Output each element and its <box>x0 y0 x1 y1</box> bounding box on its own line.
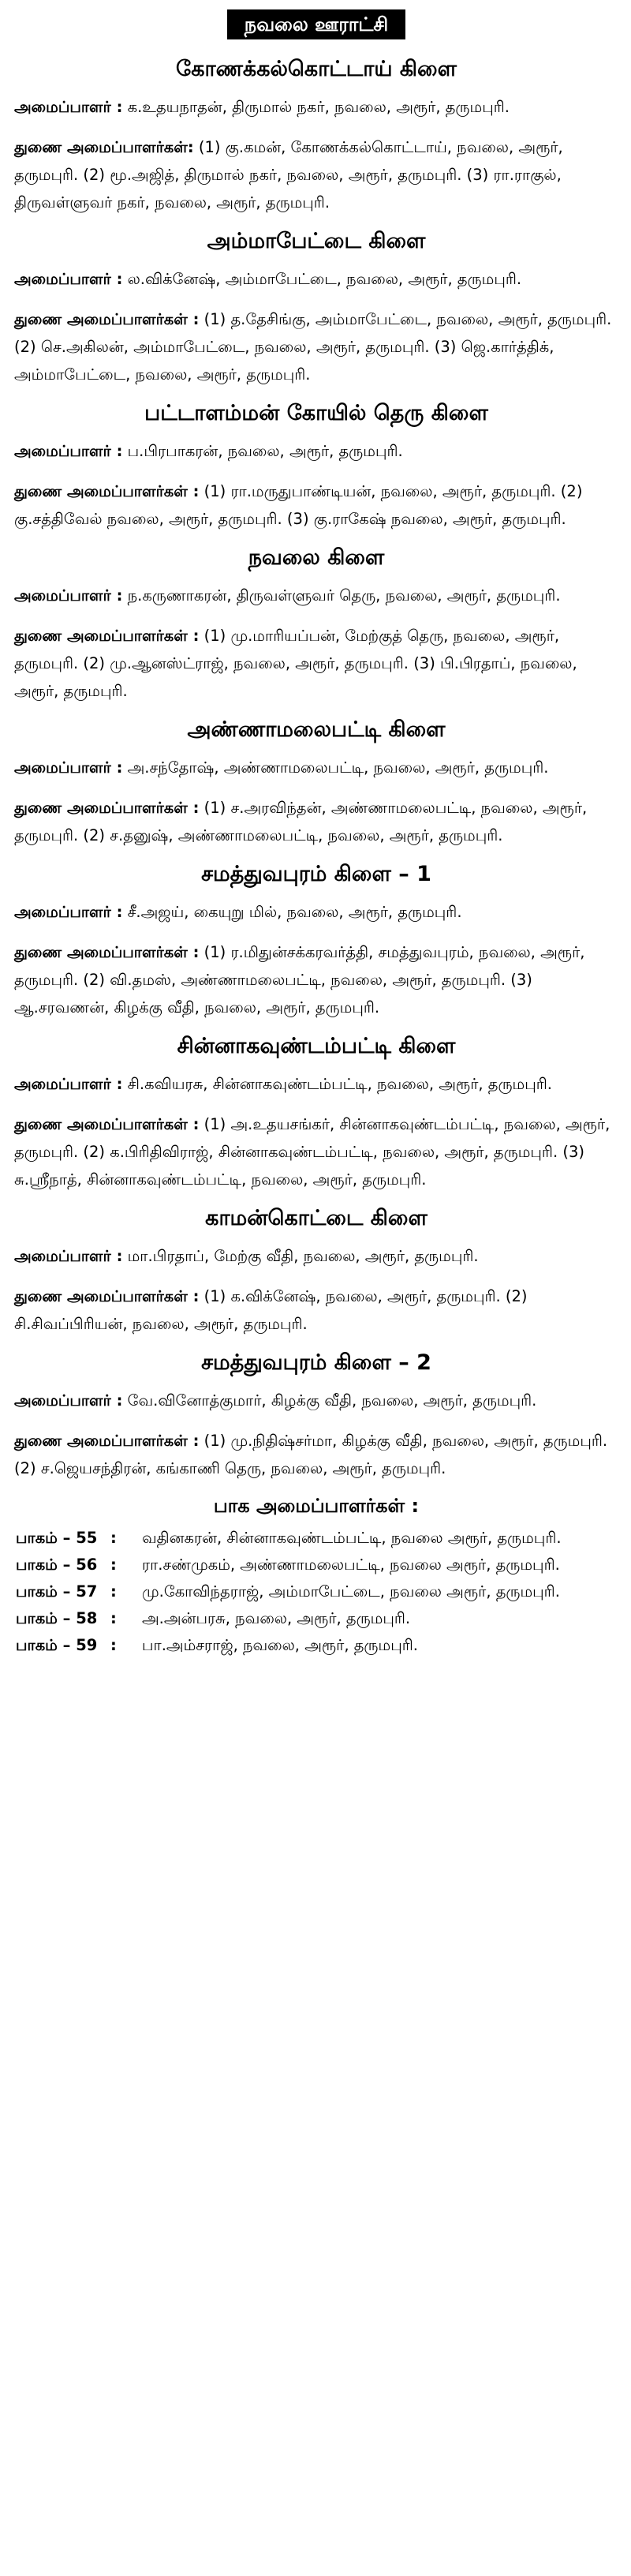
section-label: பாகம் – 56 <box>16 1556 98 1574</box>
organizer-paragraph <box>14 1387 618 1414</box>
section-value: அ.அன்பரசு, நவலை, அரூர், தருமபுரி. <box>142 1609 411 1627</box>
branch-block <box>14 857 618 1021</box>
section-value: ரா.சண்முகம், அண்ணாமலைபட்டி, நவலை அரூர், தருமபுரி. <box>142 1556 560 1574</box>
organizer-text: சீ.அஜய், கையுறு மில், நவலை, அரூர், தருமபுரி. <box>127 903 462 921</box>
colon: : <box>110 1609 117 1627</box>
organizer-text: சி.கவியரசு, சின்னாகவுண்டம்பட்டி, நவலை, அரூர், தருமபுரி. <box>127 1075 552 1093</box>
branch-title: சமத்துவபுரம் கிளை – 1 <box>201 862 431 886</box>
organizer-text: அ.சந்தோஷ், அண்ணாமலைபட்டி, நவலை, அரூர், தருமபுரி. <box>127 758 549 777</box>
branch-block <box>14 396 618 533</box>
deputy-paragraph <box>14 1282 618 1338</box>
section-value: பா.அம்சராஜ், நவலை, அரூர், தருமபுரி. <box>142 1636 418 1654</box>
branch-block <box>14 224 618 388</box>
panchayat-title: நவலை ஊராட்சி <box>227 9 405 39</box>
deputy-label: துணை அமைப்பாளர்கள் : <box>14 1287 200 1305</box>
organizer-text: ப.பிரபாகரன், நவலை, அரூர், தருமபுரி. <box>127 442 403 460</box>
organizer-label: அமைப்பாளர் : <box>14 1247 123 1265</box>
section-row <box>14 1605 618 1632</box>
deputy-paragraph <box>14 622 618 705</box>
organizer-paragraph <box>14 582 618 609</box>
section-row <box>14 1632 618 1659</box>
organizer-label: அமைப்பாளர் : <box>14 586 123 605</box>
branch-title: பட்டாளம்மன் கோயில் தெரு கிளை <box>144 401 488 425</box>
section-value: மு.கோவிந்தராஜ், அம்மாபேட்டை, நவலை அரூர், தருமபுரி. <box>142 1582 560 1601</box>
organizer-paragraph <box>14 93 618 121</box>
deputy-paragraph <box>14 794 618 849</box>
organizer-label: அமைப்பாளர் : <box>14 758 123 777</box>
organizer-paragraph <box>14 898 618 926</box>
branch-list <box>14 52 618 1482</box>
deputy-label: துணை அமைப்பாளர்கள் : <box>14 482 200 500</box>
section-organizer-list <box>14 1525 618 1659</box>
organizer-text: க.உதயநாதன், திருமால் நகர், நவலை, அரூர், தருமபுரி. <box>127 98 510 116</box>
section-value: வதினகரன், சின்னாகவுண்டம்பட்டி, நவலை அரூர், தருமபுரி. <box>142 1529 562 1547</box>
organizer-label: அமைப்பாளர் : <box>14 98 123 116</box>
organizer-text: வே.வினோத்குமார், கிழக்கு வீதி, நவலை, அரூர், தருமபுரி. <box>127 1391 537 1410</box>
branch-title: சமத்துவபுரம் கிளை – 2 <box>201 1350 431 1375</box>
deputy-text: (1) ரா.மருதுபாண்டியன், நவலை, அரூர், தருமபுரி. (2) கு.சத்திவேல் நவலை, அரூர், தருமபுரி. (3) கு.ராகேஷ் நவலை, அரூர், தருமபுரி. <box>14 482 583 528</box>
deputy-text: (1) ர.மிதுன்சக்கரவர்த்தி, சமத்துவபுரம், நவலை, அரூர், தருமபுரி. (2) வி.தமஸ், அண்ணாமலைபட்டி, நவலை, அரூர், தருமபுரி. (3) ஆ.சரவணன், கிழக்கு வீதி, நவலை, அரூர், தருமபுரி. <box>14 943 585 1017</box>
deputy-label: துணை அமைப்பாளர்கள்: <box>14 138 194 156</box>
section-organizers-title: பாக அமைப்பாளர்கள் : <box>213 1495 420 1517</box>
branch-block <box>14 52 618 216</box>
deputy-paragraph <box>14 1110 618 1193</box>
organizer-label: அமைப்பாளர் : <box>14 442 123 460</box>
colon: : <box>110 1529 117 1547</box>
branch-title: அண்ணாமலைபட்டி கிளை <box>187 717 446 742</box>
organizer-paragraph <box>14 1242 618 1270</box>
branch-title: நவலை கிளை <box>248 545 385 570</box>
section-label: பாகம் – 59 <box>16 1636 98 1654</box>
branch-block <box>14 1346 618 1482</box>
deputy-paragraph <box>14 1427 618 1482</box>
branch-title: கோணக்கல்கொட்டாய் கிளை <box>176 57 457 81</box>
branch-title: காமன்கொட்டை கிளை <box>205 1206 428 1230</box>
organizer-paragraph <box>14 754 618 781</box>
section-row <box>14 1552 618 1578</box>
deputy-label: துணை அமைப்பாளர்கள் : <box>14 943 200 961</box>
organizer-paragraph <box>14 437 618 465</box>
section-label: பாகம் – 58 <box>16 1609 98 1627</box>
branch-block <box>14 541 618 705</box>
deputy-label: துணை அமைப்பாளர்கள் : <box>14 627 200 645</box>
section-row <box>14 1578 618 1605</box>
deputy-paragraph <box>14 477 618 533</box>
organizer-label: அமைப்பாளர் : <box>14 1075 123 1093</box>
organizer-paragraph <box>14 1070 618 1098</box>
section-label: பாகம் – 57 <box>16 1582 98 1601</box>
deputy-text: (1) த.தேசிங்கு, அம்மாபேட்டை, நவலை, அரூர், தருமபுரி. (2) செ.அகிலன், அம்மாபேட்டை, நவலை, அரூர், தருமபுரி. (3) ஜெ.கார்த்திக், அம்மாபேட்டை, நவலை, அரூர், தருமபுரி. <box>14 310 612 384</box>
deputy-text: (1) க.விக்னேஷ், நவலை, அரூர், தருமபுரி. (2) சி.சிவப்பிரியன், நவலை, அரூர், தருமபுரி. <box>14 1287 528 1333</box>
section-row <box>14 1525 618 1552</box>
header-wrap <box>14 9 618 44</box>
branch-block <box>14 1029 618 1193</box>
deputy-label: துணை அமைப்பாளர்கள் : <box>14 1432 200 1450</box>
deputy-text: (1) ச.அரவிந்தன், அண்ணாமலைபட்டி, நவலை, அரூர், தருமபுரி. (2) ச.தனுஷ், அண்ணாமலைபட்டி, நவலை, அரூர், தருமபுரி. <box>14 799 588 844</box>
deputy-label: துணை அமைப்பாளர்கள் : <box>14 1115 200 1133</box>
colon: : <box>110 1636 117 1654</box>
deputy-paragraph <box>14 305 618 388</box>
branch-block <box>14 1201 618 1338</box>
deputy-text: (1) அ.உதயசங்கர், சின்னாகவுண்டம்பட்டி, நவலை, அரூர், தருமபுரி. (2) க.பிரிதிவிராஜ், சின்னாகவுண்டம்பட்டி, நவலை, அரூர், தருமபுரி. (3) சு.ஸ்ரீநாத், சின்னாகவுண்டம்பட்டி, நவலை, அரூர், தருமபுரி. <box>14 1115 610 1189</box>
colon: : <box>110 1582 117 1601</box>
branch-title: சின்னாகவுண்டம்பட்டி கிளை <box>177 1034 456 1058</box>
organizer-text: மா.பிரதாப், மேற்கு வீதி, நவலை, அரூர், தருமபுரி. <box>127 1247 479 1265</box>
section-label: பாகம் – 55 <box>16 1529 98 1547</box>
organizer-text: ல.விக்னேஷ், அம்மாபேட்டை, நவலை, அரூர், தருமபுரி. <box>127 270 522 288</box>
deputy-paragraph <box>14 133 618 216</box>
organizer-text: ந.கருணாகரன், திருவள்ளுவர் தெரு, நவலை, அரூர், தருமபுரி. <box>127 586 561 605</box>
deputy-text: (1) மு.நிதிஷ்சர்மா, கிழக்கு வீதி, நவலை, அரூர், தருமபுரி. (2) ச.ஜெயசந்திரன், கங்காணி தெரு, நவலை, அரூர், தருமபுரி. <box>14 1432 608 1477</box>
organizer-paragraph <box>14 265 618 293</box>
deputy-text: (1) கு.கமன், கோணக்கல்கொட்டாய், நவலை, அரூர், தருமபுரி. (2) மூ.அஜித், திருமால் நகர், நவலை, அரூர், தருமபுரி. (3) ரா.ராகுல், திருவள்ளுவர் நகர், நவலை, அரூர், தருமபுரி. <box>14 138 563 212</box>
deputy-label: துணை அமைப்பாளர்கள் : <box>14 310 200 328</box>
branch-block <box>14 713 618 849</box>
branch-title: அம்மாபேட்டை கிளை <box>207 229 426 253</box>
organizer-label: அமைப்பாளர் : <box>14 270 123 288</box>
deputy-text: (1) மு.மாரியப்பன், மேற்குத் தெரு, நவலை, அரூர், தருமபுரி. (2) மு.ஆனஸ்ட்ராஜ், நவலை, அரூர், தருமபுரி. (3) பி.பிரதாப், நவலை, அரூர், தருமபுரி. <box>14 627 577 700</box>
colon: : <box>110 1556 117 1574</box>
deputy-label: துணை அமைப்பாளர்கள் : <box>14 799 200 817</box>
deputy-paragraph <box>14 938 618 1021</box>
organizer-label: அமைப்பாளர் : <box>14 1391 123 1410</box>
organizer-label: அமைப்பாளர் : <box>14 903 123 921</box>
